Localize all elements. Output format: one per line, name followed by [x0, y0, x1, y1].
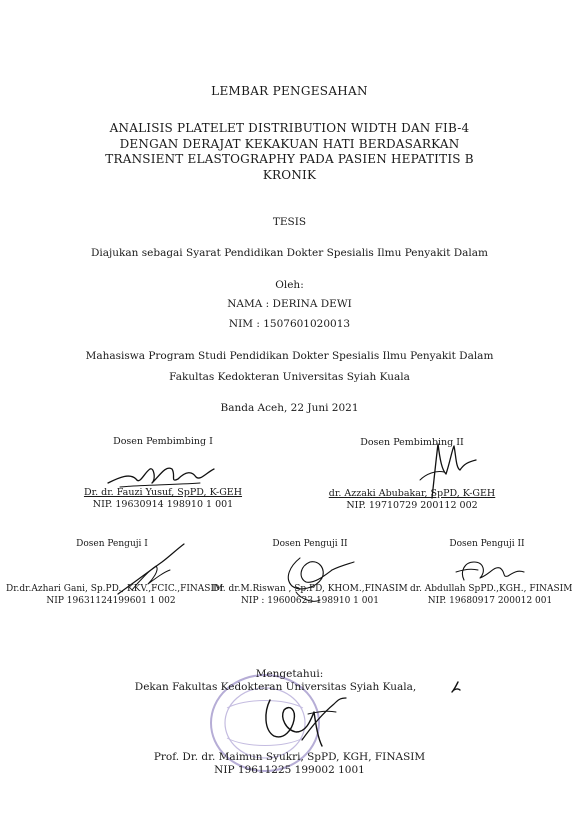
examiner-1-role: Dosen Penguji I: [76, 539, 148, 549]
examiner-3-role: Dosen Penguji II: [449, 539, 525, 549]
examiner-1-name: Dr.dr.Azhari Gani, Sp.PD., KKV.,FCIC.,FINASIM: [6, 584, 224, 594]
examiner-2-nip: NIP : 19600623 198910 1 001: [241, 596, 379, 606]
examiner-1-nip: NIP 19631124199601 1 002: [46, 596, 176, 606]
program-line: Mahasiswa Program Studi Pendidikan Dokter Spesialis Ilmu Penyakit Dalam: [85, 350, 494, 362]
author-name: NAMA : DERINA DEWI: [227, 298, 352, 310]
author-nim: NIM : 1507601020013: [228, 318, 351, 330]
thesis-title-line: TRANSIENT ELASTOGRAPHY PADA PASIEN HEPATITIS B: [105, 152, 474, 166]
thesis-title: [0, 121, 579, 183]
examiner-3-nip: NIP. 19680917 200012 001: [427, 596, 553, 606]
dean-position: Dekan Fakultas Kedokteran Universitas Syiah Kuala,: [134, 681, 417, 693]
examiner-2-name: Dr. dr.M.Riswan , Sp.PD, KHOM.,FINASIM: [212, 584, 408, 594]
supervisor-2-nip: NIP. 19710729 200112 002: [346, 500, 478, 511]
examiner-2-role: Dosen Penguji II: [272, 539, 348, 549]
approval-label: Mengetahui:: [255, 668, 324, 680]
faculty-line: Fakultas Kedokteran Universitas Syiah Kuala: [169, 371, 410, 383]
thesis-title-line: ANALISIS PLATELET DISTRIBUTION WIDTH DAN FIB-4: [109, 121, 470, 135]
by-label: Oleh:: [275, 279, 304, 291]
thesis-title-line: DENGAN DERAJAT KEKAKUAN HATI BERDASARKAN: [119, 136, 460, 151]
dean-nip: NIP 19611225 199002 1001: [214, 764, 365, 776]
supervisor-2-name: dr. Azzaki Abubakar, SpPD, K-GEH: [328, 488, 496, 499]
document-type: TESIS: [272, 216, 307, 228]
supervisor-2-role: Dosen Pembimbing II: [360, 437, 464, 448]
place-date: Banda Aceh, 22 Juni 2021: [220, 402, 359, 414]
supervisor-1-nip: NIP. 19630914 198910 1 001: [92, 499, 234, 510]
examiner-3-name: dr. Abdullah SpPD.,KGH., FINASIM: [410, 584, 573, 594]
page-heading: LEMBAR PENGESAHAN: [211, 84, 368, 98]
supervisor-1-name: Dr. dr. Fauzi Yusuf, SpPD, K-GEH: [83, 487, 243, 498]
dean-name: Prof. Dr. dr. Maimun Syukri, SpPD, KGH, FINASIM: [153, 751, 426, 763]
examiner-3-signature: [450, 552, 530, 588]
supervisor-1-role: Dosen Pembimbing I: [113, 436, 213, 447]
thesis-title-line: KRONIK: [262, 167, 317, 182]
submission-purpose: Diajukan sebagai Syarat Pendidikan Dokter Spesialis Ilmu Penyakit Dalam: [90, 247, 489, 259]
